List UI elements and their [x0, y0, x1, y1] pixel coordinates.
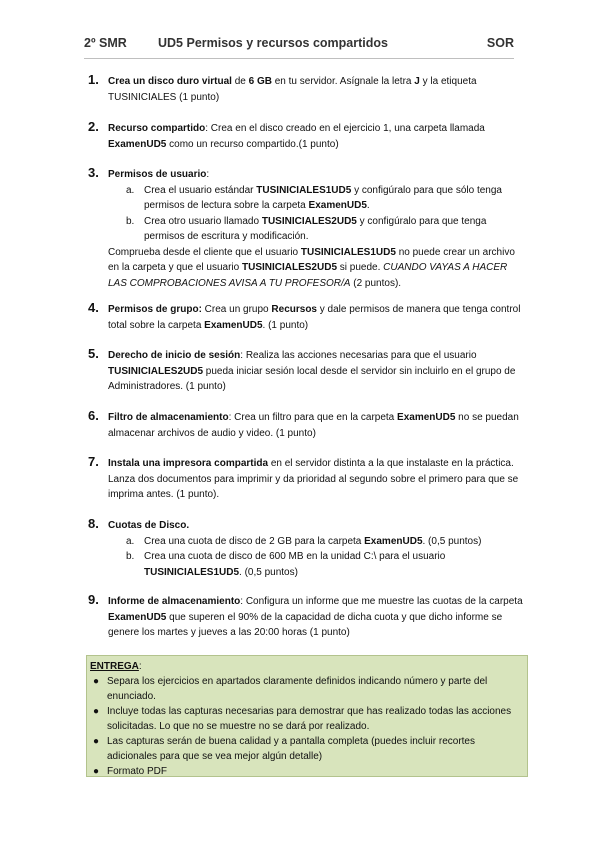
exercise-4: [88, 302, 528, 333]
sub-list: [108, 183, 528, 245]
entrega-item: ● Incluye todas las capturas necesarias para demostrar que has realizado todas las acciones solicitadas. Lo que no se muestre no se dará por realizado.: [93, 706, 512, 732]
sub-item-a: a. Crea una cuota de disco de 2 GB para la carpeta ExamenUD5. (0,5 puntos): [126, 535, 482, 547]
entrega-item: ● Formato PDF: [93, 766, 168, 777]
exercise-number: 5.: [88, 346, 99, 361]
exercise-number: 3.: [88, 165, 99, 180]
exercise-1: [88, 74, 528, 105]
exercise-number: 6.: [88, 408, 99, 423]
exercise-text: Recurso compartido: Crea en el disco creado en el ejercicio 1, una carpeta llamada ExamenUD5 como un recurso compartido.(1 punto): [108, 123, 485, 150]
sub-item-b: b. Crea una cuota de disco de 600 MB en la unidad C:\ para el usuario TUSINICIALES1UD5. (0,5 puntos): [126, 551, 446, 578]
exercise-number: 4.: [88, 300, 99, 315]
exercise-8: [88, 518, 528, 580]
bullet-icon: ●: [93, 766, 100, 777]
header-unit: UD5 Permisos y recursos compartidos: [158, 36, 388, 50]
exercise-text: Filtro de almacenamiento: Crea un filtro para que en la carpeta ExamenUD5 no se puedan almacenar archivos de audio y video. (1 punto): [108, 412, 519, 439]
bullet-icon: ●: [93, 736, 100, 747]
exercise-9: [88, 594, 528, 641]
header-subject: SOR: [486, 36, 514, 50]
exercise-text: Instala una impresora compartida en el servidor distinta a la que instalaste en la práctica. Lanza dos documentos para imprimir y da prioridad al segundo sobre el primero para que se imprima antes. (1 punto).: [108, 458, 519, 500]
exercise-2: [88, 121, 528, 152]
exercise-6: [88, 410, 528, 441]
exercise-text: Crea un disco duro virtual de 6 GB en tu servidor. Asígnale la letra J y la etiqueta TUSINICIALES (1 punto): [108, 76, 477, 103]
exercise-title: Cuotas de Disco.: [108, 520, 190, 531]
sub-item-b: b. Crea otro usuario llamado TUSINICIALES2UD5 y configúralo para que tenga permisos de escritura y modificación.: [126, 215, 487, 242]
sub-item-a: a. Crea el usuario estándar TUSINICIALES1UD5 y configúralo para que sólo tenga permisos de lectura sobre la carpeta ExamenUD5.: [126, 184, 502, 211]
entrega-title: ENTREGA:: [90, 661, 142, 672]
entrega-item: ● Las capturas serán de buena calidad y a pantalla completa (puedes incluir recortes adicionales para que se vea mejor algún detalle): [93, 736, 475, 762]
entrega-item: ● Separa los ejercicios en apartados claramente definidos indicando número y parte del enunciado.: [93, 676, 488, 702]
exercise-text: Derecho de inicio de sesión: Realiza las acciones necesarias para que el usuario TUSINICIALES2UD5 pueda iniciar sesión local desde el servidor sin incluirlo en el grupo de Administradores. (1 punto): [108, 350, 516, 392]
exercise-number: 9.: [88, 592, 99, 607]
bullet-icon: ●: [93, 706, 100, 717]
exercise-title: Permisos de usuario:: [108, 169, 210, 180]
exercise-text: Informe de almacenamiento: Configura un informe que me muestre las cuotas de la carpeta ExamenUD5 que superen el 90% de la capacidad de dicha cuota y que dicho informe se genere los martes y jueves a las 20:00 horas (1 punto): [108, 596, 523, 638]
exercise-number: 7.: [88, 454, 99, 469]
header-course: 2º SMR: [84, 36, 127, 50]
bullet-icon: ●: [93, 676, 100, 687]
page-header: [84, 32, 514, 54]
exercise-number: 1.: [88, 72, 99, 87]
entrega-box: [86, 655, 528, 777]
header-divider: [84, 58, 514, 59]
exercise-text: Permisos de grupo: Crea un grupo Recursos y dale permisos de manera que tenga control total sobre la carpeta ExamenUD5. (1 punto): [108, 304, 521, 331]
exercise-3: [88, 167, 528, 291]
exercise-5: [88, 348, 528, 395]
exercise-number: 2.: [88, 119, 99, 134]
entrega-list: [87, 674, 527, 779]
sub-list: [108, 534, 528, 581]
exercise-7: [88, 456, 528, 503]
exercise-number: 8.: [88, 516, 99, 531]
exercise-check-text: Comprueba desde el cliente que el usuario TUSINICIALES1UD5 no puede crear un archivo en la carpeta y que el usuario TUSINICIALES2UD5 si puede. CUANDO VAYAS A HACER LAS COMPROBACIONES AVISA A TU PROFESOR/A (2 puntos).: [108, 246, 515, 289]
